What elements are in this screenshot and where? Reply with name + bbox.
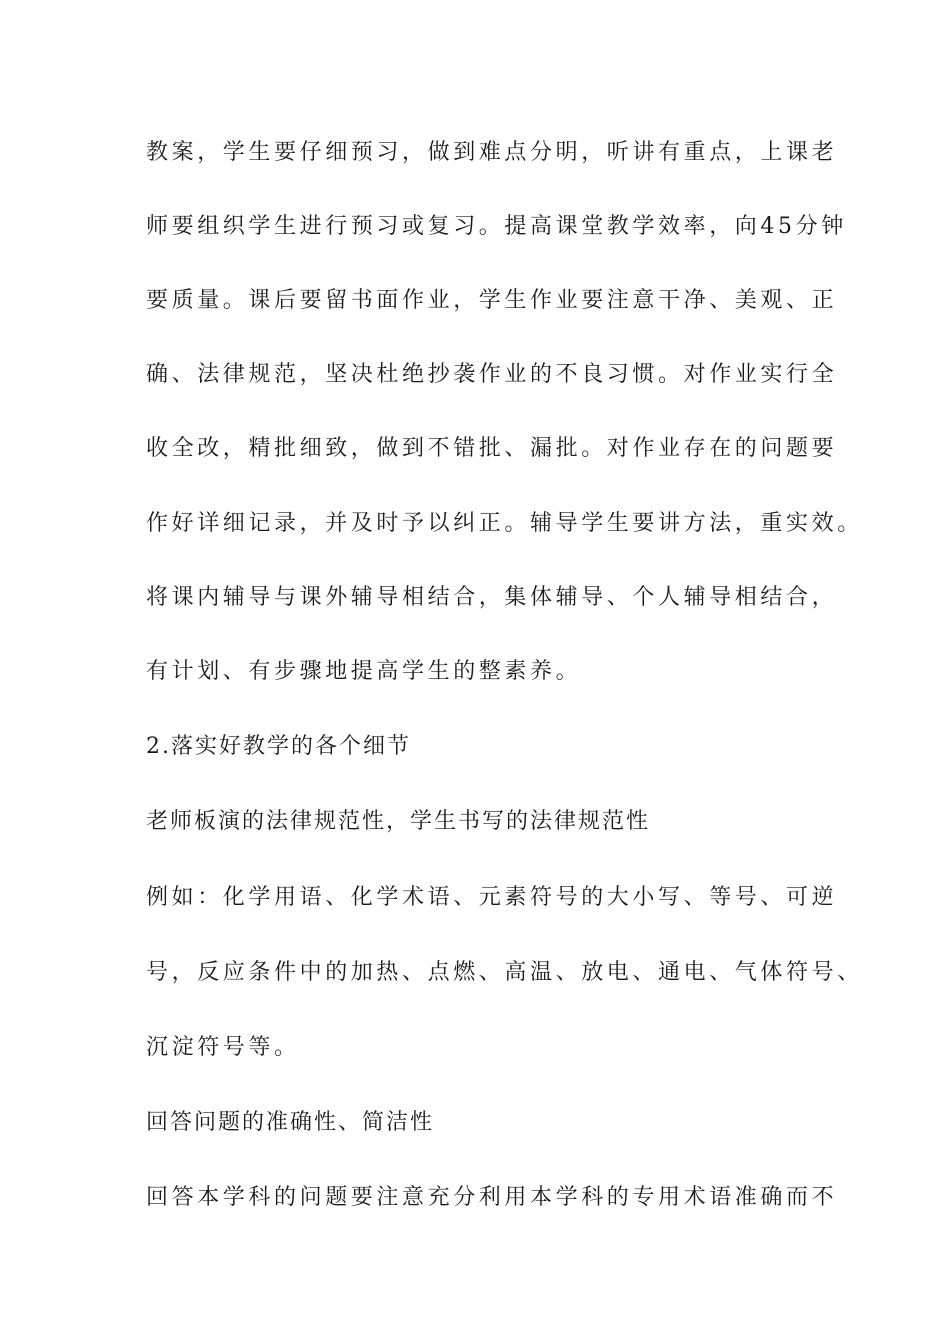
section-heading: 2.落实好教学的各个细节	[146, 734, 411, 759]
paragraph-line: 号，反应条件中的加热、点燃、高温、放电、通电、气体符号、	[146, 960, 863, 985]
paragraph-line: 回答本学科的问题要注意充分利用本学科的专用术语准确而不	[146, 1185, 838, 1210]
paragraph-line: 师要组织学生进行预习或复习。提高课堂教学效率，向45分钟	[146, 214, 847, 239]
paragraph-line: 教案，学生要仔细预习，做到难点分明，听讲有重点，上课老	[146, 140, 838, 165]
subsection-heading: 老师板演的法律规范性，学生书写的法律规范性	[146, 809, 651, 834]
subsection-heading: 回答问题的准确性、简洁性	[146, 1110, 435, 1135]
paragraph-line: 收全改，精批细致，做到不错批、漏批。对作业存在的问题要	[146, 436, 838, 461]
paragraph-line: 确、法律规范，坚决杜绝抄袭作业的不良习惯。对作业实行全	[146, 362, 838, 387]
paragraph-line: 有计划、有步骤地提高学生的整素养。	[146, 659, 582, 684]
paragraph-line: 例如：化学用语、化学术语、元素符号的大小写、等号、可逆	[146, 885, 838, 910]
paragraph-line: 沉淀符号等。	[146, 1035, 300, 1060]
paragraph-line: 要质量。课后要留书面作业，学生作业要注意干净、美观、正	[146, 288, 838, 313]
paragraph-line: 将课内辅导与课外辅导相结合，集体辅导、个人辅导相结合，	[146, 585, 838, 610]
paragraph-line: 作好详细记录，并及时予以纠正。辅导学生要讲方法，重实效。	[146, 511, 863, 536]
